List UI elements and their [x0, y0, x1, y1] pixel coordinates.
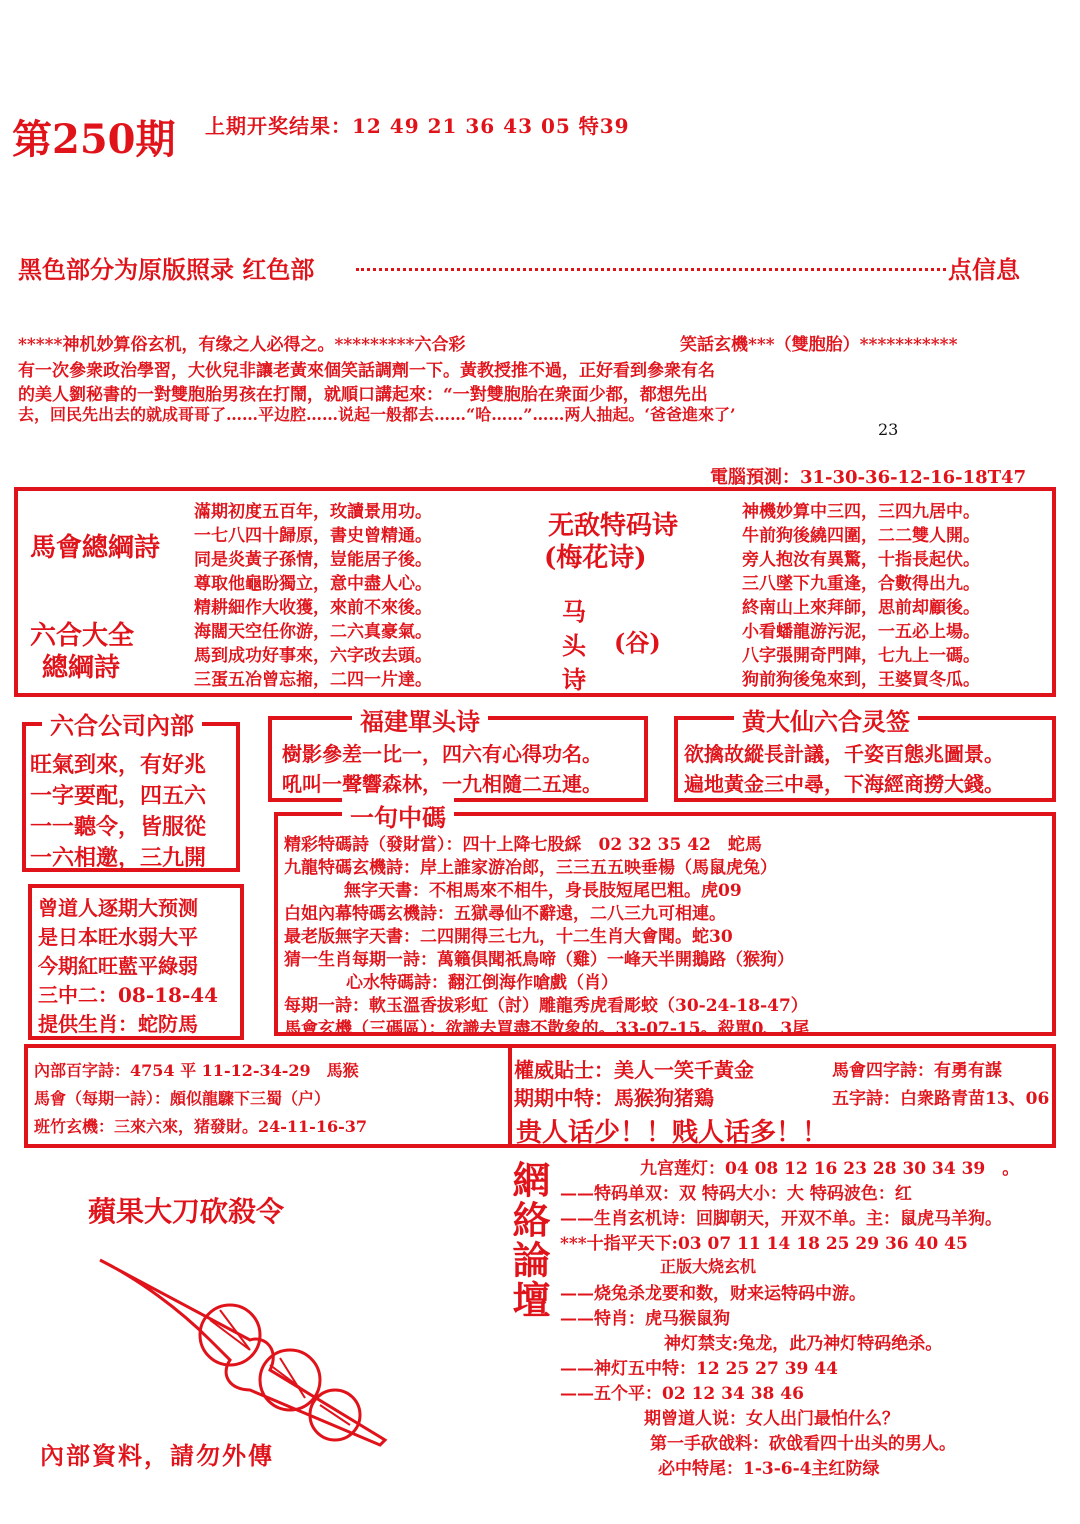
box-line: 精彩特碼詩（發財當）：四十上降七股綵 02 32 35 42 蛇馬 [284, 835, 762, 855]
forum-line: ——烧兔杀龙要和数，财来运特码中游。 [560, 1284, 866, 1304]
horse-head-poem-vertical: 马头诗 [562, 597, 586, 694]
intro-line: 去，回民先出去的就成哥哥了……平边腔……说起一般都去……“哈……”……两人抽起。‘爸爸進來了’ [18, 405, 736, 424]
forum-line: 神灯禁支:兔龙，此乃神灯特码绝杀。 [664, 1334, 943, 1354]
forum-title: 網絡論壇 [506, 1160, 551, 1320]
intro-title-right: 笑話玄機***（雙胞胎）*********** [680, 335, 958, 355]
sword-illustration [80, 1240, 420, 1460]
right-poem [742, 497, 980, 689]
box-lines [684, 738, 1004, 798]
box-line: 班竹玄機：三來六來，猪發財。24-11-16-37 [34, 1117, 367, 1136]
footer-note: 內部資料，請勿外傳 [40, 1441, 274, 1470]
grain-hint: (谷) [614, 628, 661, 657]
internal-lines [34, 1058, 367, 1142]
box-lines [30, 748, 206, 872]
poem-line: 馬到成功好事來，六字改去頭。 [194, 646, 432, 666]
box-line: 九龍特碼玄機詩：岸上誰家游冶郎，三三五五映垂楊（馬鼠虎兔） [284, 858, 777, 878]
box-line: 曾道人逐期大预测 [38, 896, 198, 920]
issue-number: 第250期 [12, 116, 176, 163]
box-line: 一六相邀，三九開 [30, 845, 207, 871]
intro-line: 的美人劉秘書的一對雙胞胎男孩在打鬧，就順口講起來：“一對雙胞胎在衆面少都，都想先出 [18, 385, 708, 405]
forum-line: ——生肖玄机诗：回脚朝天，开双不单。主：鼠虎马羊狗。 [560, 1209, 1002, 1229]
box-line: 一一聽令，皆服從 [30, 814, 207, 840]
box-line: 猜一生肖每期一詩：萬籟俱聞祇鳥啼（雞）一峰天半開鵝路（猴狗） [284, 950, 794, 970]
poem-line: 小看蟠龍游污泥，一五必上場。 [742, 622, 980, 642]
computer-prediction: 電腦預測：31-30-36-12-16-18T47 [710, 467, 1027, 488]
label-zonggang-poem: 總綱詩 [42, 653, 121, 683]
intro-title-left: *****神机妙算俗玄机，有缘之人必得之。*********六合彩 [18, 335, 466, 355]
company-internal-box [22, 711, 240, 872]
forum-lines [560, 1154, 1019, 1479]
last-draw-result: 上期开奖结果：12 49 21 36 43 05 特39 [205, 114, 630, 138]
box-line: 樹影參差一比一，四六有心得功名。 [282, 742, 602, 766]
plum-poem-title: (梅花诗) [544, 543, 647, 573]
five-char-poem: 五字詩：白衆路青苗13、06 [832, 1089, 1050, 1109]
mahui-four-char: 馬會四字詩：有勇有謀 [832, 1061, 1002, 1081]
forum-line: ——五个平：02 12 34 38 46 [560, 1384, 804, 1404]
slogan: 贵人话少！！贱人话多！！ [516, 1118, 829, 1148]
box-line: 遍地黃金三中尋，下海經商撈大錢。 [684, 772, 1004, 796]
fujian-poem-box [268, 707, 648, 802]
box-title: 一句中碼 [342, 798, 454, 833]
box-line: 是日本旺水弱大平 [38, 925, 198, 949]
box-line: 欲擒故縱長計議，千姿百態兆圖景。 [684, 742, 1004, 766]
box-line: 內部百字詩：4754 平 11-12-34-29 馬猴 [34, 1061, 359, 1080]
box-line: 白姐內幕特碼玄機詩：五獄尋仙不辭遠，二八三九可相連。 [284, 904, 726, 924]
box-line: 馬會（每期一詩）：頗似龍驟下三蜀（户） [34, 1089, 331, 1108]
box-lines [282, 738, 602, 798]
box-line: 最老版無字天書：二四開得三七九，十二生肖大會聞。蛇30 [284, 927, 733, 947]
box-line: 每期一詩：軟玉溫香拔彩虹（討）雕龍秀虎看彫蛟（30-24-18-47） [284, 996, 808, 1016]
box-title: 六合公司內部 [42, 706, 202, 741]
poem-line: 一七八四十歸原，書史曾精通。 [194, 526, 432, 546]
apple-sword-title: 蘋果大刀砍殺令 [88, 1195, 285, 1228]
notice-right: 点信息 [948, 256, 1020, 284]
notice-redaction [356, 268, 946, 271]
one-line-code-box [274, 803, 1056, 1039]
poem-line: 海闊天空任你游，二六真豪氣。 [194, 622, 432, 642]
label-liuhe-daquan: 六合大全 [30, 621, 135, 651]
forum-line: ——特肖：虎马猴鼠狗 [560, 1309, 730, 1329]
internal-tips-box [24, 1044, 1056, 1148]
poem-line: 三蛋五冶曾忘摍，二四一片達。 [194, 670, 432, 690]
page-number: 23 [878, 420, 899, 439]
left-poem [194, 497, 432, 689]
forum-line: 期曾道人说：女人出门最怕什么？ [644, 1409, 899, 1429]
authority-tip: 權威貼士：美人一笑千黃金 [514, 1058, 754, 1082]
forum-line: ——神灯五中特：12 25 27 39 44 [560, 1359, 838, 1379]
main-poem-box [14, 487, 1056, 697]
poem-line: 狗前狗後兔來到，王婆買冬瓜。 [742, 670, 980, 690]
daoren-prediction-box [28, 884, 244, 1040]
box-line: 今期紅旺藍平綠弱 [38, 954, 198, 978]
poem-line: 牛前狗後繞四圍，二二雙人開。 [742, 526, 980, 546]
box-line: 一字要配，四五六 [30, 783, 207, 809]
poem-line: 神機妙算中三四，三四九居中。 [742, 502, 980, 522]
special-code-poem-title: 无敌特码诗 [548, 511, 679, 541]
box-title: 黄大仙六合灵签 [734, 702, 918, 737]
poem-line: 同是炎黃子孫情，豈能居子後。 [194, 550, 432, 570]
forum-line: 九宫莲灯：04 08 12 16 23 28 30 34 39 。 [640, 1159, 1020, 1179]
poem-line: 三八墜下九重逢，合數得出九。 [742, 574, 980, 594]
box-line: 吼叫一聲響森林，一九相隨二五連。 [282, 772, 602, 796]
notice-left: 黑色部分为原版照录 红色部 [18, 256, 315, 284]
box-line: 心水特碼詩：翻江倒海作嗆戲（肖） [346, 973, 618, 993]
box-line: 旺氣到來，有好兆 [30, 752, 207, 778]
forum-line: ***十指平天下:03 07 11 14 18 25 29 36 40 45 [560, 1234, 968, 1254]
divider [508, 1044, 512, 1148]
label-mahui-poem: 馬會總綱詩 [30, 533, 161, 563]
box-line: 馬會玄機（三碼區）：欲識去買盡不散象的。33-07-15。殺單0、3尾 [284, 1019, 810, 1039]
intro-line: 有一次參衆政治學習，大伙兒非讓老黃來個笑話調劑一下。黃教授推不過，正好看到參衆有名 [18, 361, 715, 381]
box-line: 無字天書：不相馬來不相牛，身長肢短尾巴粗。虎09 [344, 881, 742, 901]
box-line: 提供生肖：蛇防馬 [38, 1012, 198, 1036]
poem-line: 旁人抱汝有異驚，十指長起伏。 [742, 550, 980, 570]
poem-line: 八字張開奇門陣，七九上一碼。 [742, 646, 980, 666]
forum-line: 第一手砍戗料：砍戗看四十出头的男人。 [650, 1434, 956, 1454]
box-line: 三中二：08-18-44 [38, 983, 219, 1007]
poem-line: 終南山上來拜師，思前却顧後。 [742, 598, 980, 618]
box-lines [38, 892, 218, 1037]
forum-line: 正版大烧玄机 [660, 1257, 757, 1276]
every-issue-special: 期期中特：馬猴狗猪鶏 [514, 1086, 714, 1110]
forum-line: ——特码单双：双 特码大小：大 特码波色：红 [560, 1184, 912, 1204]
box-title: 福建單头诗 [352, 702, 488, 737]
poem-line: 尊取他龜盼獨立，意中盡人心。 [194, 574, 432, 594]
forum-line: 必中特尾：1-3-6-4主红防绿 [658, 1459, 880, 1479]
poem-line: 滿期初度五百年，玫讀景用功。 [194, 502, 432, 522]
box-lines [284, 830, 809, 1037]
huang-daxian-box [674, 707, 1056, 802]
poem-line: 精耕細作大收獲，來前不來後。 [194, 598, 432, 618]
